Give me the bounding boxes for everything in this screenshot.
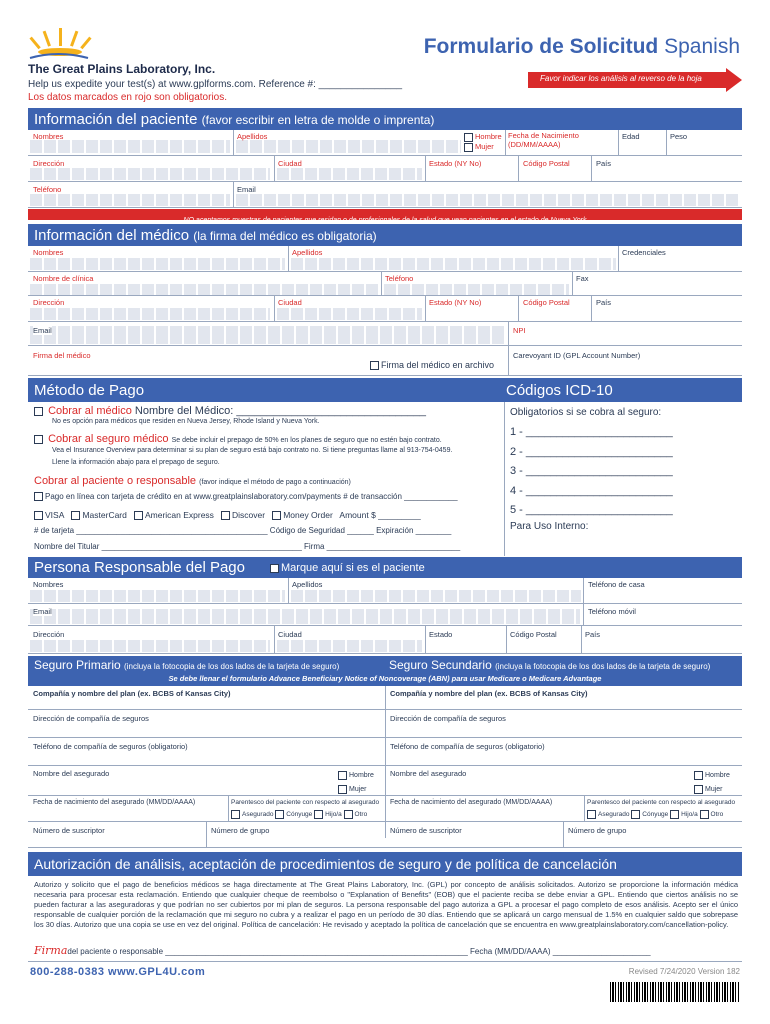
doctor-email-field[interactable] <box>30 326 505 344</box>
patient-nombres-label: Nombres <box>33 132 64 141</box>
firma-word: Firma <box>34 944 68 957</box>
cobrar-medico-label: Cobrar al médico <box>48 405 132 417</box>
cobrar-seguro-row <box>34 433 442 445</box>
primary-mujer-label: Mujer <box>349 786 367 793</box>
visa-checkbox[interactable] <box>34 511 43 520</box>
doctor-clinica-label: Nombre de clínica <box>33 274 94 283</box>
form-title-light: Spanish <box>664 35 740 58</box>
doctor-subtitle: (la firma del médico es obligatoria) <box>193 229 377 243</box>
doctor-credenciales-label: Credenciales <box>622 248 666 257</box>
form-title-bold: Formulario de Solicitud <box>423 35 659 58</box>
secondary-mujer-checkbox[interactable] <box>694 785 703 794</box>
doctor-apellidos-field[interactable] <box>291 258 616 270</box>
secondary-fecha-label: Fecha de nacimiento del asegurado (MM/DD/AAAA) <box>390 799 553 806</box>
secondary-opt-otro[interactable] <box>700 810 709 819</box>
expedite-note: Help us expedite your test(s) at www.gplforms.com. Reference #: _______________ <box>28 79 403 90</box>
primary-note: (incluya la fotocopia de los dos lados de la tarjeta de seguro) <box>124 662 340 671</box>
icd-required: Obligatorios si se cobra al seguro: <box>510 407 662 418</box>
primary-direccion-label: Dirección de compañía de seguros <box>33 714 149 723</box>
primary-opt-conyuge-label: Cónyuge <box>286 811 313 819</box>
secondary-parentesco-label: Parentesco del paciente con respecto al asegurado <box>587 799 736 806</box>
cobrar-seguro-checkbox[interactable] <box>34 435 43 444</box>
primary-relation-options <box>231 810 367 819</box>
amex-checkbox[interactable] <box>134 511 143 520</box>
payment-section-header <box>28 378 742 402</box>
primary-title: Seguro Primario <box>34 658 121 672</box>
doctor-direccion-label: Dirección <box>33 298 65 307</box>
doctor-telefono-field[interactable] <box>384 284 569 295</box>
abn-note: Se debe llenar el formulario Advance Beneficiary Notice of Noncoverage (ABN) para usar Medicare o Medicare Advantage <box>168 674 602 683</box>
resp-nombres-label: Nombres <box>33 580 64 589</box>
pago-linea-row <box>34 492 458 501</box>
tarjeta-line: # de tarjeta ___________________________________________ Código de Seguridad ______ Expiración ________ <box>34 526 452 535</box>
ins-row-fecha <box>28 796 742 822</box>
patient-sex <box>464 132 502 152</box>
patient-dob-format: (DD/MM/AAAA) <box>508 140 561 149</box>
discover-checkbox[interactable] <box>221 511 230 520</box>
resp-tel-casa-label: Teléfono de casa <box>588 580 645 589</box>
primary-opt-conyuge[interactable] <box>275 810 284 819</box>
patient-apellidos-field[interactable] <box>236 140 461 153</box>
paciente-note: (favor indique el método de pago a continuación) <box>199 479 351 486</box>
primary-opt-otro-label: Otro <box>354 811 368 819</box>
payment-icd-divider <box>504 402 505 556</box>
doctor-title: Información del médico <box>34 227 190 244</box>
secondary-asegurado-label: Nombre del asegurado <box>390 769 467 778</box>
icd-line-4[interactable]: 4 - ________________________ <box>510 484 673 497</box>
ins-row-direccion <box>28 710 742 738</box>
arrow-banner <box>528 68 742 92</box>
patient-email-field[interactable] <box>236 194 740 206</box>
icd-line-5[interactable]: 5 - ________________________ <box>510 504 673 516</box>
secondary-direccion-label: Dirección de compañía de seguros <box>390 714 506 723</box>
secondary-opt-hijo[interactable] <box>670 810 679 819</box>
primary-telefono-label: Teléfono de compañía de seguros (obligatorio) <box>33 742 188 751</box>
pago-linea-checkbox[interactable] <box>34 492 43 501</box>
patient-row-2 <box>28 156 742 182</box>
doctor-row-5 <box>28 346 742 376</box>
carevoyant-label: Carevoyant ID (GPL Account Number) <box>513 351 641 360</box>
resp-ciudad-field[interactable] <box>277 640 422 652</box>
primary-suscriptor-label: Número de suscriptor <box>33 826 105 835</box>
primary-mujer-checkbox[interactable] <box>338 785 347 794</box>
insurance-secondary-heading <box>389 658 710 672</box>
resp-direccion-label: Dirección <box>33 630 65 639</box>
mastercard-checkbox[interactable] <box>71 511 80 520</box>
ins-row-plan <box>28 686 742 710</box>
secondary-opt-asegurado[interactable] <box>587 810 596 819</box>
ins-row-asegurado <box>28 766 742 796</box>
responsible-row-1 <box>28 578 742 604</box>
secondary-title: Seguro Secundario <box>389 658 492 672</box>
ny-note: NO aceptamos muestras de pacientes que residan o de profesionales de la salud que vean pacientes en el estado de Nueva York <box>183 217 587 224</box>
doctor-ciudad-field[interactable] <box>277 308 422 320</box>
visa-label: VISA <box>45 510 65 520</box>
secondary-opt-hijo-label: Hijo/a <box>681 811 698 819</box>
arrow-note: Favor indicar los análisis al reverso de la hoja <box>540 74 702 83</box>
auth-body: Autorizo y solicito que el pago de beneficios médicos se haga directamente at The Great Plains Laboratory, Inc. (GPL) por concepto de análisis solicitados. Autorizo se proporcione la información médica necesaria para procesar esta reclamación. Entiendo que cualquier cheque de reembolso o "Explanation of Benefits" (EOB) que el paciente reciba se debe enviar a GPL. Entiendo que ciertos análisis no se pueden facturar a las aseguradoras y que podrían no ser cubiertos por mi plan de seguros. La persona responsable del pago autoriza a GPL a procesar el pago completo de esos análisis. Acepto ser el único responsable de cualquier porción de la reclamación que mi seguro no cubra y a realizar el pago en un período de 30 días. Entiendo que se aplicará un cargo mensual de 1.5% en cualquier saldo que sobrepase los 30 días. Autorizo que una copia se use en vez del original. Política de cancelación: He revisado y aceptado la política de cancelación que se encuentra en www.greatplainslaboratory.com/cancellation-policy. <box>34 880 738 929</box>
doctor-cp-label: Código Postal <box>523 298 570 307</box>
icd-lines <box>510 423 673 521</box>
responsible-same-row <box>270 562 425 574</box>
primary-sex <box>338 769 374 797</box>
firma-line: del paciente o responsable ____________________________________________________________________ Fecha (MM/DD/AAAA) ______________________ <box>67 947 651 956</box>
patient-title: Información del paciente <box>34 111 198 128</box>
doctor-telefono-label: Teléfono <box>385 274 414 283</box>
firma-archivo-checkbox[interactable] <box>370 361 379 370</box>
doctor-firma-label: Firma del médico <box>33 351 91 360</box>
amount-label: Amount $ _________ <box>339 510 421 520</box>
doctor-section-header <box>28 224 742 246</box>
patient-subtitle: (favor escribir en letra de molde o imprenta) <box>201 113 435 127</box>
nombre-medico-label: Nombre del Médico: _______________________________ <box>134 405 427 417</box>
doctor-nombres-label: Nombres <box>33 248 64 257</box>
secondary-sex <box>694 769 730 797</box>
primary-hombre-checkbox[interactable] <box>338 771 347 780</box>
resp-email-field[interactable] <box>30 609 580 624</box>
cobrar-medico-checkbox[interactable] <box>34 407 43 416</box>
barcode <box>610 982 740 1002</box>
responsible-same-label: Marque aquí si es el paciente <box>281 562 425 574</box>
mujer-label: Mujer <box>475 142 494 151</box>
patient-edad-label: Edad <box>622 132 640 141</box>
seguro-line3: Llene la información abajo para el prepago de seguro. <box>52 459 220 466</box>
hombre-label: Hombre <box>475 132 502 141</box>
patient-direccion-label: Dirección <box>33 159 65 168</box>
patient-estado-label: Estado (NY No) <box>429 159 482 168</box>
patient-telefono-label: Teléfono <box>33 185 62 194</box>
titular-line: Nombre del Titular _____________________________________________ Firma ______________________________ <box>34 542 461 551</box>
ny-note-bar <box>28 209 742 224</box>
auth-signature-line <box>34 944 651 957</box>
resp-pais-label: País <box>585 630 601 639</box>
secondary-plan-label: Compañía y nombre del plan (ex. BCBS of Kansas City) <box>390 689 588 698</box>
money-order-checkbox[interactable] <box>272 511 281 520</box>
mujer-checkbox[interactable] <box>464 143 473 152</box>
doctor-row-1 <box>28 246 742 272</box>
resp-cp-label: Código Postal <box>510 630 557 639</box>
footer-phone: 800-288-0383 www.GPL4U.com <box>30 966 206 978</box>
patient-cp-label: Código Postal <box>523 159 570 168</box>
patient-row-3 <box>28 182 742 208</box>
doctor-row-2 <box>28 272 742 296</box>
primary-opt-otro[interactable] <box>344 810 353 819</box>
company-name: The Great Plains Laboratory, Inc. <box>28 62 216 76</box>
ins-row-telefono <box>28 738 742 766</box>
secondary-note: (incluya la fotocopia de los dos lados de la tarjeta de seguro) <box>495 662 711 671</box>
secondary-suscriptor-label: Número de suscriptor <box>390 826 462 835</box>
doctor-fax-label: Fax <box>576 274 589 283</box>
responsible-row-3 <box>28 626 742 654</box>
ins-row-suscriptor <box>28 822 742 848</box>
form-title <box>424 35 740 59</box>
patient-row-1 <box>28 130 742 156</box>
payment-title: Método de Pago <box>34 382 145 399</box>
mastercard-label: MasterCard <box>82 510 127 520</box>
primary-opt-hijo-label: Hijo/a <box>325 811 342 819</box>
primary-opt-asegurado-label: Asegurado <box>242 811 274 819</box>
doctor-nombres-field[interactable] <box>30 258 285 270</box>
insurance-primary-heading <box>34 658 339 672</box>
resp-email-label: Email <box>33 607 52 616</box>
seguro-line2: Vea el Insurance Overview para determinar si su plan de seguro está bajo contrato no. Si tiene preguntas llame al 913-754-0459. <box>52 447 453 454</box>
patient-apellidos-label: Apellidos <box>237 132 268 141</box>
primary-plan-label: Compañía y nombre del plan (ex. BCBS of Kansas City) <box>33 689 231 698</box>
cobrar-paciente-label: Cobrar al paciente o responsable <box>34 475 197 487</box>
footer-divider <box>28 961 742 962</box>
primary-opt-hijo[interactable] <box>314 810 323 819</box>
card-types-row <box>34 510 421 520</box>
icd-line-2[interactable]: 2 - ________________________ <box>510 445 673 458</box>
responsible-row-2 <box>28 604 742 626</box>
doctor-row-4 <box>28 322 742 346</box>
amex-label: American Express <box>144 510 214 520</box>
patient-ciudad-label: Ciudad <box>278 159 302 168</box>
secondary-hombre-checkbox[interactable] <box>694 771 703 780</box>
auth-section-header <box>28 852 742 876</box>
medico-note: No es opción para médicos que residen en Nueva Jersey, Rhode Island y Nueva York. <box>52 418 320 425</box>
footer-revised: Revised 7/24/2020 Version 182 <box>628 967 740 976</box>
patient-pais-label: País <box>596 159 612 168</box>
doctor-estado-label: Estado (NY No) <box>429 298 482 307</box>
icd-title: Códigos ICD-10 <box>506 382 613 399</box>
primary-grupo-label: Número de grupo <box>211 826 270 835</box>
pago-linea-label: Pago en línea con tarjeta de crédito en at www.greatplainslaboratory.com/payments # de transacción ____________ <box>45 492 458 501</box>
primary-opt-asegurado[interactable] <box>231 810 240 819</box>
resp-direccion-field[interactable] <box>30 640 270 652</box>
secondary-opt-asegurado-label: Asegurado <box>598 811 630 819</box>
doctor-clinica-field[interactable] <box>30 284 378 295</box>
patient-telefono-field[interactable] <box>30 194 230 206</box>
cobrar-paciente-row <box>34 475 351 487</box>
insurance-section-header <box>28 656 742 686</box>
patient-peso-label: Peso <box>670 132 688 141</box>
doctor-ciudad-label: Ciudad <box>278 298 302 307</box>
resp-apellidos-label: Apellidos <box>292 580 323 589</box>
patient-email-label: Email <box>237 185 256 194</box>
seguro-line1: Se debe incluir el prepago de 50% en los planes de seguro que no estén bajo contrato. <box>171 437 442 444</box>
patient-section-header <box>28 108 742 130</box>
icd-line-1[interactable]: 1 - ________________________ <box>510 426 673 438</box>
resp-nombres-field[interactable] <box>30 590 285 602</box>
doctor-apellidos-label: Apellidos <box>292 248 323 257</box>
company-logo <box>28 28 118 62</box>
firma-archivo-label: Firma del médico en archivo <box>381 360 495 370</box>
secondary-grupo-label: Número de grupo <box>568 826 627 835</box>
patient-nombres-field[interactable] <box>30 140 230 153</box>
secondary-mujer-label: Mujer <box>705 786 723 793</box>
hombre-checkbox[interactable] <box>464 133 473 142</box>
secondary-telefono-label: Teléfono de compañía de seguros (obligatorio) <box>390 742 545 751</box>
secondary-opt-otro-label: Otro <box>710 811 724 819</box>
primary-fecha-label: Fecha de nacimiento del asegurado (MM/DD/AAAA) <box>33 799 196 806</box>
responsible-title: Persona Responsable del Pago <box>34 559 245 576</box>
patient-direccion-field[interactable] <box>30 168 270 180</box>
discover-label: Discover <box>232 510 266 520</box>
resp-apellidos-field[interactable] <box>291 590 581 602</box>
secondary-relation-options <box>587 810 723 819</box>
doctor-npi-label: NPI <box>513 326 526 335</box>
patient-dob-label: Fecha de Nacimiento <box>508 131 579 140</box>
doctor-email-label: Email <box>33 326 52 335</box>
resp-estado-label: Estado <box>429 630 453 639</box>
responsible-same-checkbox[interactable] <box>270 564 279 573</box>
doctor-row-3 <box>28 296 742 322</box>
primary-hombre-label: Hombre <box>349 772 374 779</box>
money-order-label: Money Order <box>283 510 333 520</box>
icd-line-3[interactable]: 3 - ________________________ <box>510 465 673 477</box>
internal-use: Para Uso Interno: <box>510 521 589 532</box>
secondary-hombre-label: Hombre <box>705 772 730 779</box>
patient-ciudad-field[interactable] <box>277 168 422 180</box>
resp-ciudad-label: Ciudad <box>278 630 302 639</box>
required-note: Los datos marcados en rojo son obligatorios. <box>28 92 228 103</box>
doctor-pais-label: País <box>596 298 612 307</box>
auth-title: Autorización de análisis, aceptación de procedimientos de seguro y de política de cancelación <box>34 856 617 872</box>
primary-parentesco-label: Parentesco del paciente con respecto al asegurado <box>231 799 380 806</box>
secondary-opt-conyuge-label: Cónyuge <box>642 811 669 819</box>
cobrar-medico-row <box>34 405 426 417</box>
secondary-opt-conyuge[interactable] <box>631 810 640 819</box>
doctor-direccion-field[interactable] <box>30 308 270 320</box>
doctor-firma-archivo <box>370 360 494 370</box>
cobrar-seguro-label: Cobrar al seguro médico <box>48 433 169 445</box>
resp-tel-movil-label: Teléfono móvil <box>588 607 636 616</box>
primary-asegurado-label: Nombre del asegurado <box>33 769 110 778</box>
